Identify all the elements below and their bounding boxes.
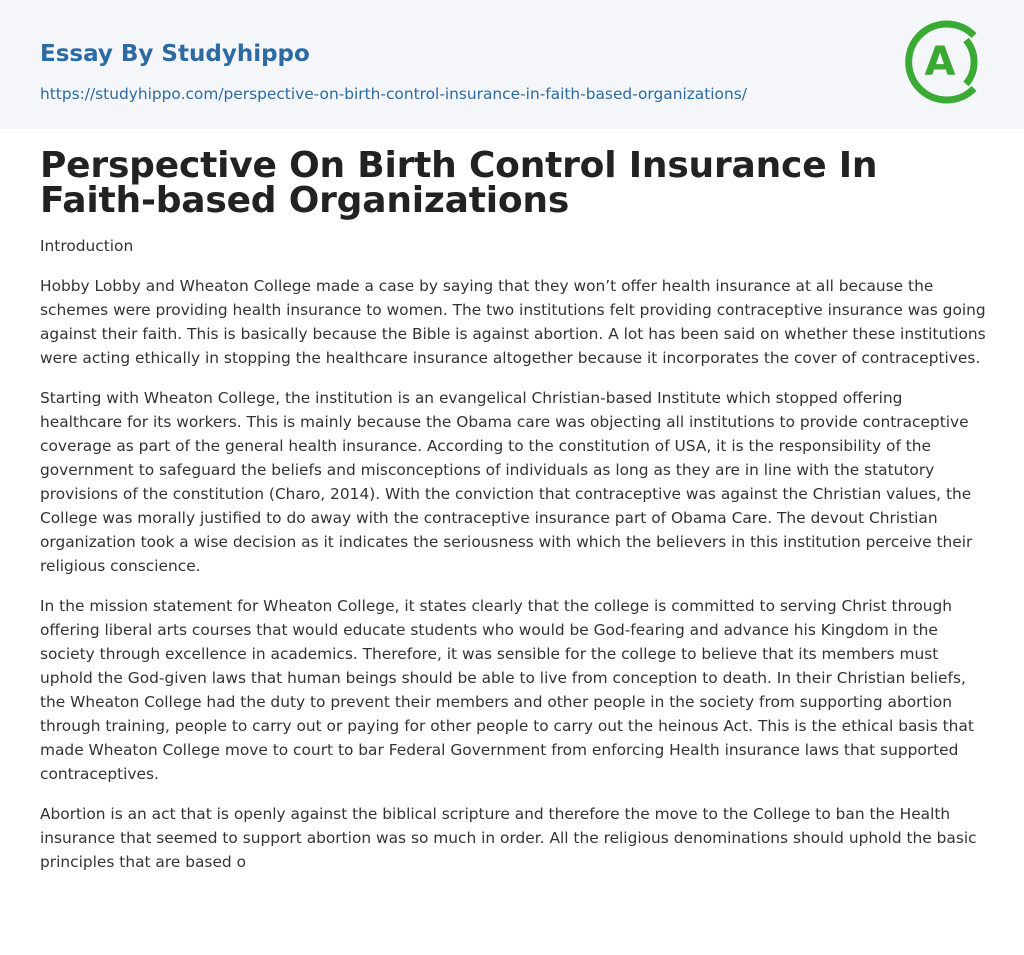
studyhippo-logo-icon[interactable]	[904, 18, 992, 106]
essay-body	[40, 234, 986, 890]
logo-letter: A	[924, 39, 956, 85]
brand-title[interactable]: Essay By Studyhippo	[40, 41, 310, 67]
section-heading-introduction: Introduction	[40, 237, 134, 255]
paragraph: Hobby Lobby and Wheaton College made a case by saying that they won’t offer health insurance at all because the schemes were providing health insurance to women. The two institutions felt providing contraceptive insurance was going against their faith. This is basically because the Bible is against abortion. A lot has been said on whether these institutions were acting ethically in stopping the healthcare insurance altogether because it incorporates the cover of contraceptives.	[40, 277, 986, 367]
paragraph: In the mission statement for Wheaton College, it states clearly that the college is committed to serving Christ through offering liberal arts courses that would educate students who would be God-fearing and advance his Kingdom in the society through excellence in academics. Therefore, it was sensible for the college to believe that its members must uphold the God-given laws that human beings should be able to live from conception to death. In their Christian beliefs, the Wheaton College had the duty to prevent their members and other people in the society from supporting abortion through training, people to carry out or paying for other people to carry out the heinous Act. This is the ethical basis that made Wheaton College move to court to bar Federal Government from enforcing Health insurance laws that supported contraceptives.	[40, 597, 974, 783]
paragraph: Starting with Wheaton College, the institution is an evangelical Christian-based Institute which stopped offering healthcare for its workers. This is mainly because the Obama care was objecting all institutions to provide contraceptive coverage as part of the general health insurance. According to the constitution of USA, it is the responsibility of the government to safeguard the beliefs and misconceptions of individuals as long as they are in line with the statutory provisions of the constitution (Charo, 2014). With the conviction that contraceptive was against the Christian values, the College was morally justified to do away with the contraceptive insurance part of Obama Care. The devout Christian organization took a wise decision as it indicates the seriousness with which the believers in this institution perceive their religious conscience.	[40, 389, 973, 575]
page-title: Perspective On Birth Control Insurance In Faith-based Organizations	[40, 145, 878, 221]
paragraph: Abortion is an act that is openly against the biblical scripture and therefore the move to the College to ban the Health insurance that seemed to support abortion was so much in order. All the religious denominations should uphold the basic principles that are based o	[40, 805, 977, 871]
site-header	[0, 0, 1024, 129]
essay-url-link[interactable]: https://studyhippo.com/perspective-on-birth-control-insurance-in-faith-based-organizations/	[40, 85, 747, 103]
